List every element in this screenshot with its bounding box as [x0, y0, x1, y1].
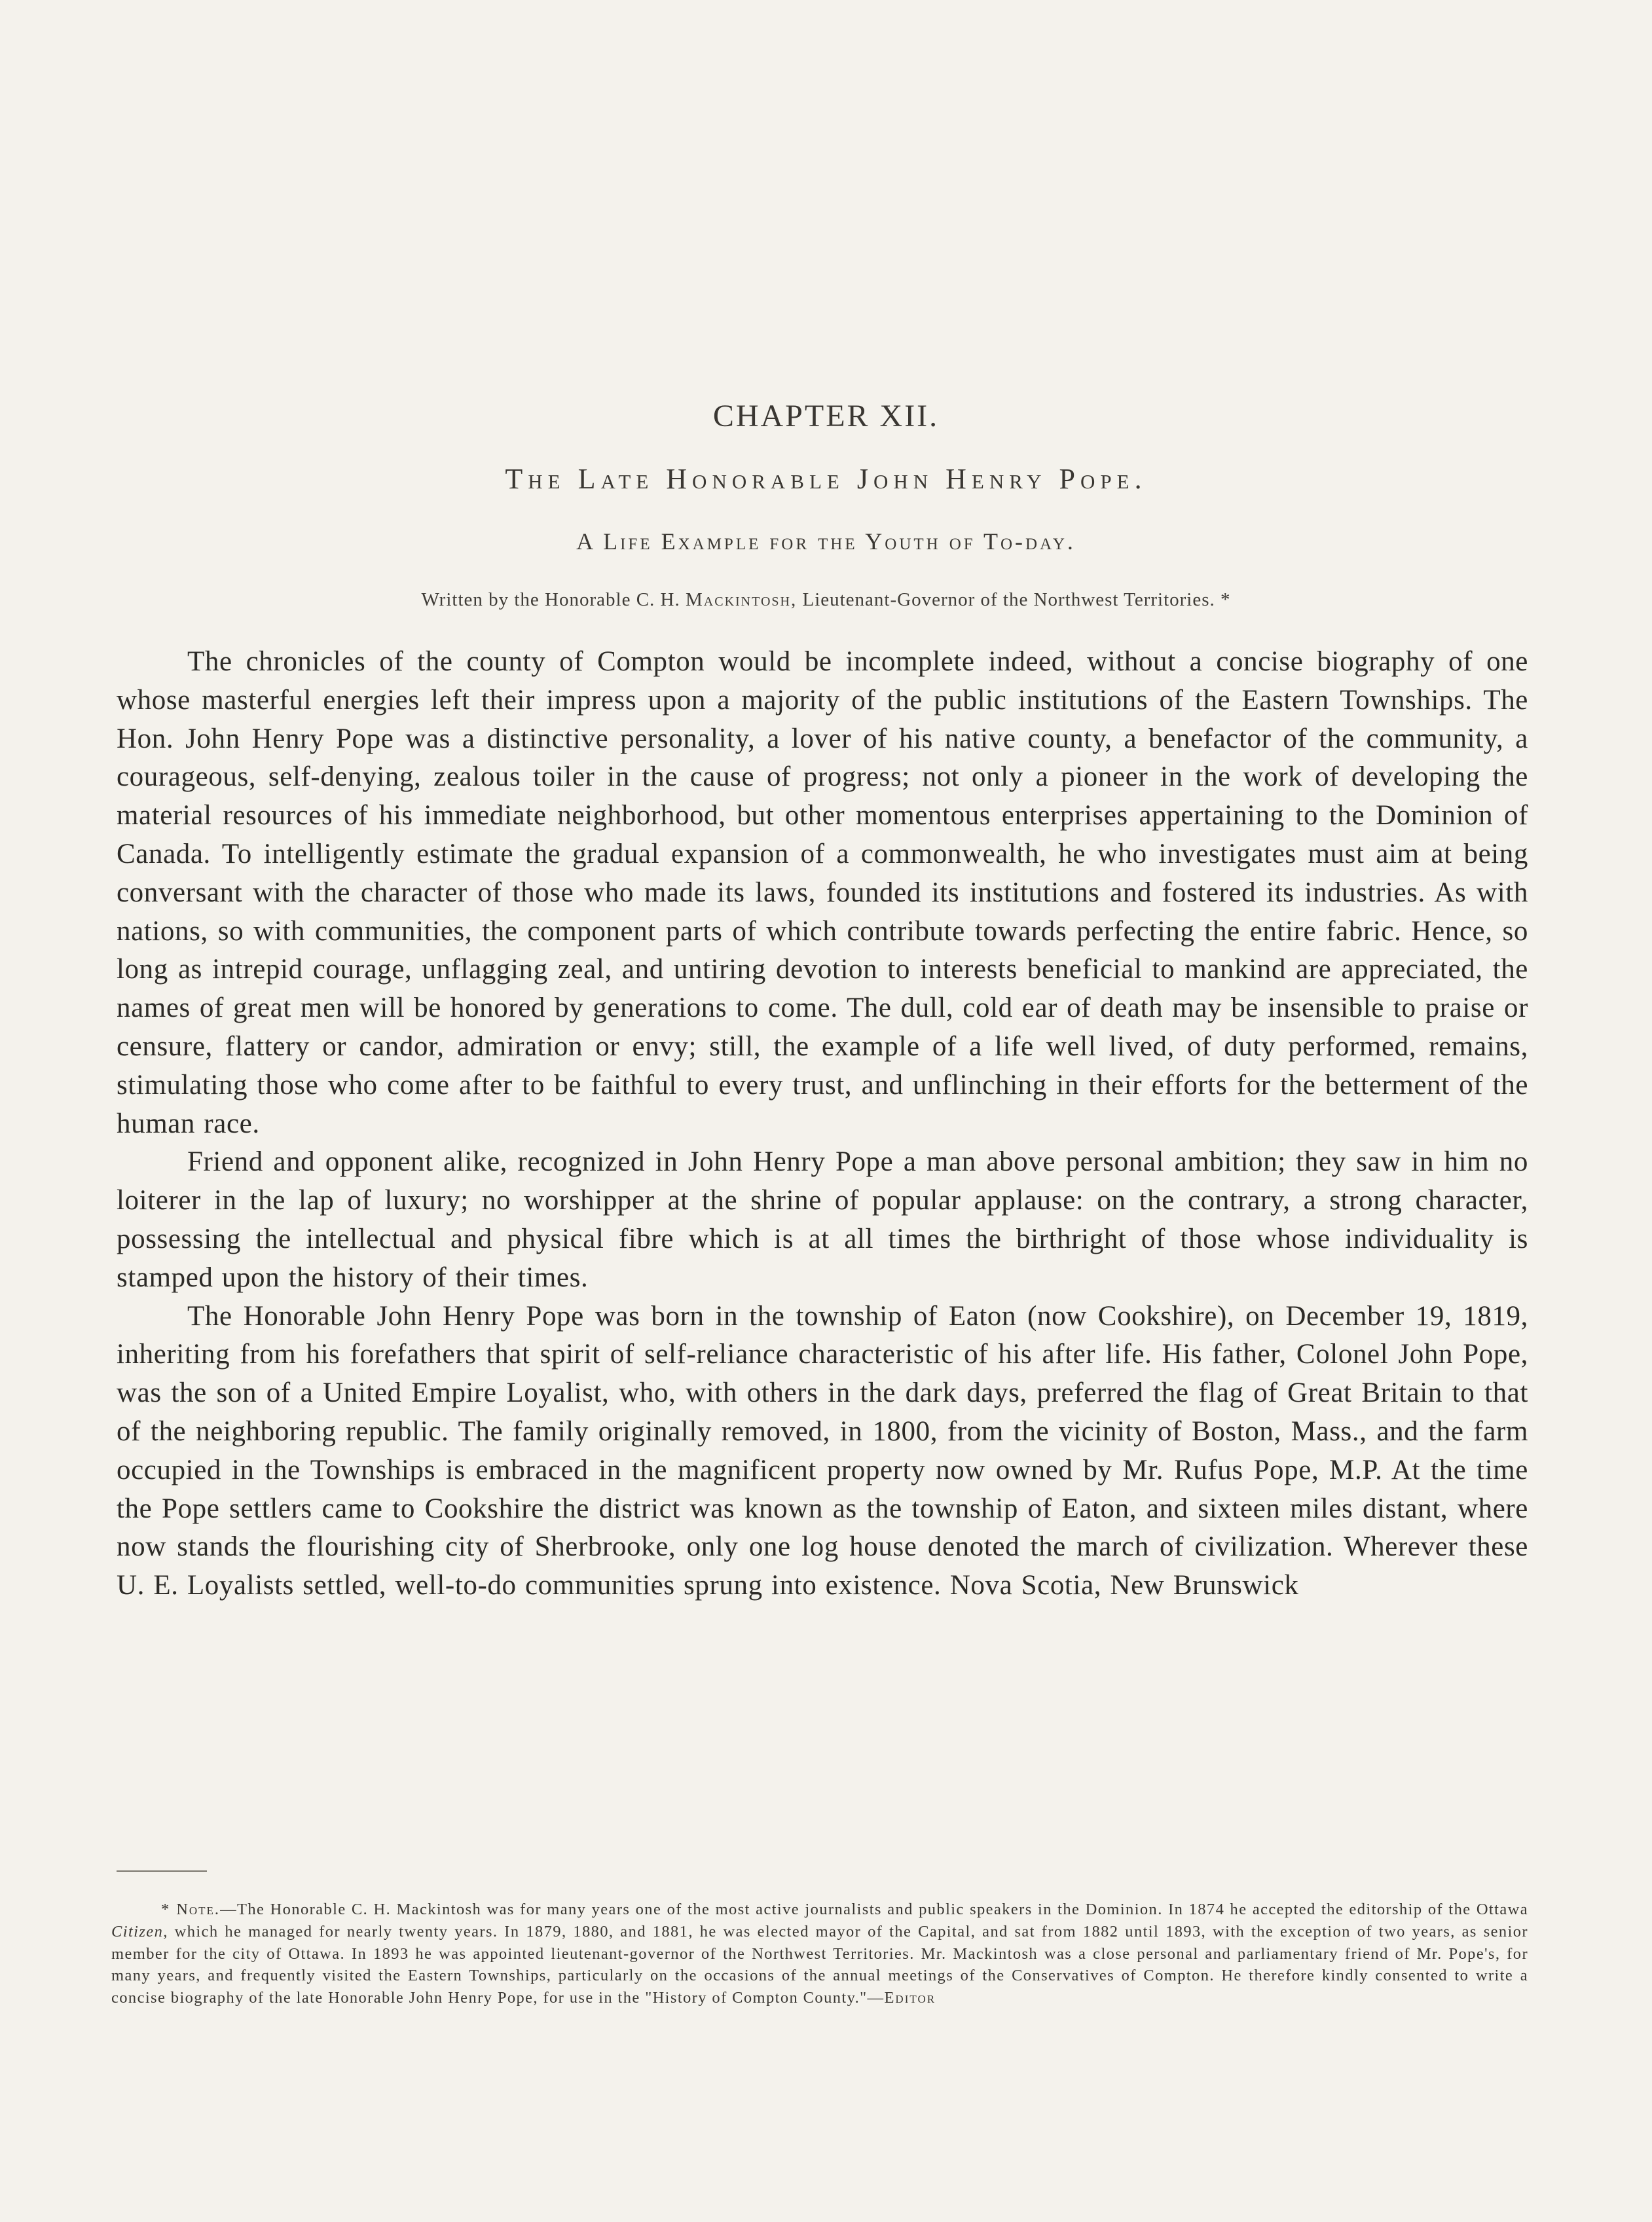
footnote-signature: Editor [884, 1989, 936, 2007]
paragraph-1: The chronicles of the county of Compton would be incomplete indeed, without a concise biography of one whose masterful energies left their impress upon a majority of the public institutions of the Eastern Townships. The Hon. John Henry Pope was a distinctive personality, a lover of his native county, a benefactor of the community, a courageous, self-denying, zealous toiler in the cause of progress; not only a pioneer in the work of developing the material resources of his immediate neighborhood, but other momentous enterprises appertaining to the Dominion of Canada. To intelligently estimate the gradual expansion of a commonwealth, he who investigates must aim at being conversant with the character of those who made its laws, founded its institutions and fostered its industries. As with nations, so with communities, the component parts of which contribute towards perfecting the entire fabric. Hence, so long as intrepid courage, unflagging zeal, and untiring devotion to interests beneficial to mankind are appreciated, the names of great men will be honored by generations to come. The dull, cold ear of death may be insensible to praise or censure, flattery or candor, admiration or envy; still, the example of a life well lived, of duty performed, remains, stimulating those who come after to be faithful to every trust, and unflinching in their efforts for the betterment of the human race. [117, 646, 1528, 1139]
byline-author: Mackintosh, [686, 589, 798, 610]
paragraph-3: The Honorable John Henry Pope was born in the township of Eaton (now Cookshire), on December 19, 1819, inheriting from his forefathers that spirit of self-reliance characteristic of his after life. His father, Colonel John Pope, was the son of a United Empire Loyalist, who, with others in the dark days, preferred the flag of Great Britain to that of the neighboring republic. The family originally removed, in 1800, from the vicinity of Boston, Mass., and the farm occupied in the Townships is embraced in the magnificent property now owned by Mr. Rufus Pope, M.P. At the time the Pope settlers came to Cookshire the district was known as the township of Eaton, and sixteen miles distant, where now stands the flourishing city of Sherbrooke, only one log house denoted the march of civilization. Wherever these U. E. Loyalists settled, well-to-do communities sprung into existence. Nova Scotia, New Brunswick [117, 1300, 1528, 1601]
footnote-text-2: which he managed for nearly twenty years. In 1879, 1880, and 1881, he was elected mayor of the Capital, and sat from 1882 until 1893, with the exception of two years, as senior member for the city of Ottawa. In 1893 he was appointed lieutenant-governor of the Northwest Territories. Mr. Mackintosh was a close personal and parliamentary friend of Mr. Pope's, for many years, and frequently visited the Eastern Townships, particularly on the occasions of the annual meetings of the Conservatives of Compton. He therefore kindly consented to write a concise biography of the late Honorable John Henry Pope, for use in the "History of Compton County."— [111, 1922, 1528, 2007]
chapter-heading: CHAPTER XII. [712, 399, 940, 433]
author-byline [0, 589, 1652, 611]
footnote-paper-name: Citizen, [111, 1922, 168, 1940]
footnote-label: * Note. [161, 1901, 221, 1918]
footnote [111, 1899, 1528, 2009]
body-text [117, 643, 1528, 1605]
paragraph-2: Friend and opponent alike, recognized in John Henry Pope a man above personal ambition; they saw in him no loiterer in the lap of luxury; no worshipper at the shrine of popular applause: on the contrary, a strong character, possessing the intellectual and physical fibre which is at all times the birthright of those whose individuality is stamped upon the history of their times. [117, 1146, 1528, 1293]
chapter-subtitle: A Life Example for the Youth of To-day. [576, 528, 1076, 555]
footnote-divider [117, 1870, 207, 1872]
byline-suffix: Lieutenant-Governor of the Northwest Territories. * [802, 589, 1231, 610]
byline-prefix: Written by the Honorable C. H. [421, 589, 680, 610]
footnote-text-1: —The Honorable C. H. Mackintosh was for many years one of the most active journalists and public speakers in the Dominion. In 1874 he accepted the editorship of the Ottawa [220, 1901, 1528, 1918]
chapter-title: The Late Honorable John Henry Pope. [505, 463, 1147, 495]
